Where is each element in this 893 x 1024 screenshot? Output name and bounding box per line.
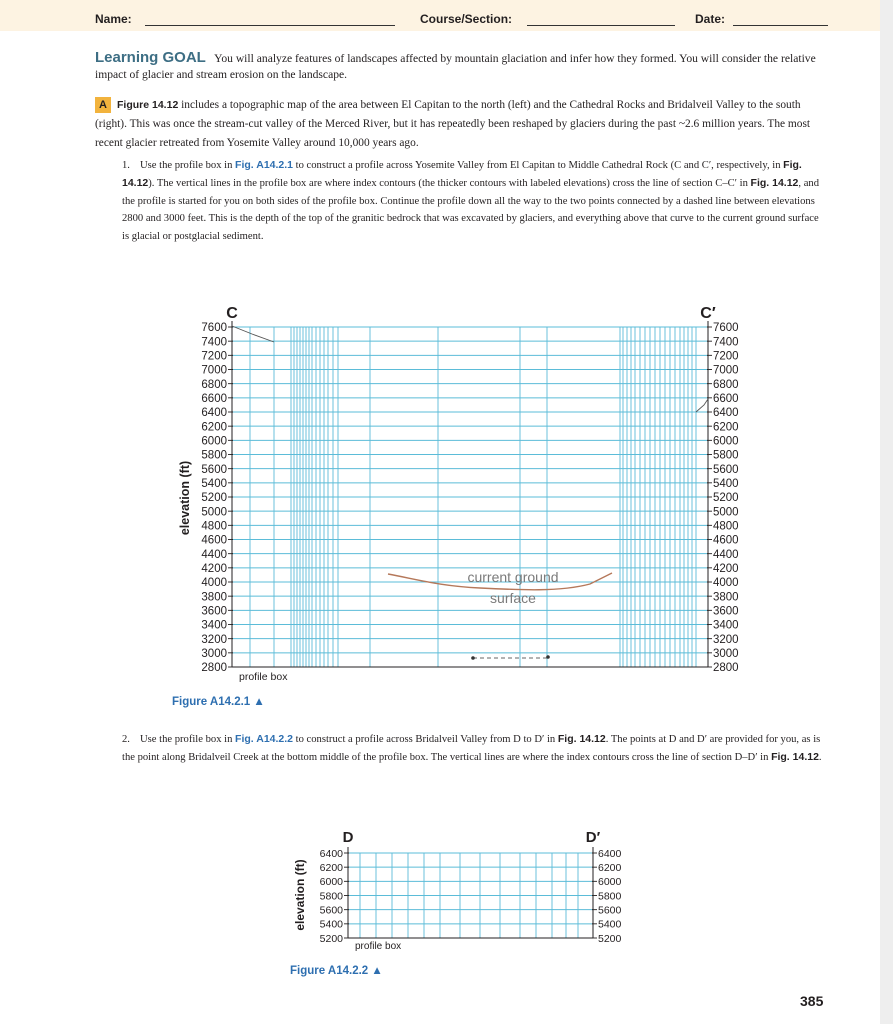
- tick-label-right: 3400: [713, 619, 739, 632]
- tick-label-right: 6800: [713, 378, 739, 391]
- q2-text: . The points at D and D′ are provided for you, as is the point along Bridalveil Creek at the bottom middle of the profile box. The vertical lines are where the index contours cross the line of section D–D′ in: [122, 734, 821, 763]
- tick-label-right: 7000: [713, 364, 739, 377]
- question-2: [122, 731, 828, 767]
- question-number: 1.: [122, 160, 130, 171]
- profile-start-left: [232, 326, 274, 342]
- tick-label-right: 3600: [713, 605, 739, 618]
- tick-label-right: 5200: [598, 932, 622, 945]
- tick-label-left: 5400: [201, 477, 227, 490]
- tick-label-left: 4600: [201, 534, 227, 547]
- tick-label-right: 5800: [713, 449, 739, 462]
- profile-grid[interactable]: [320, 847, 622, 945]
- tick-label-left: 7600: [201, 322, 227, 335]
- figure-ref: Fig. 14.12: [557, 733, 606, 745]
- section-label-c: C: [226, 305, 238, 322]
- tick-label-left: 3200: [201, 633, 227, 646]
- tick-label-left: 5200: [319, 932, 343, 945]
- learning-goal-title: Learning GOAL: [95, 49, 206, 66]
- page-number: 385: [800, 993, 824, 1009]
- tick-label-right: 4800: [713, 520, 739, 533]
- figure-link[interactable]: Fig. A14.2.2: [235, 733, 294, 745]
- tick-label-right: 5400: [598, 918, 622, 931]
- q2-text: to construct a profile across Bridalveil Valley from D to D′ in: [295, 734, 556, 745]
- tick-label-right: 6400: [598, 847, 622, 860]
- profile-box-label: profile box: [239, 671, 288, 683]
- tick-label-left: 5000: [201, 506, 227, 519]
- figure-ref: Fig. 14.12: [771, 750, 819, 763]
- tick-label-right: 2800: [713, 662, 739, 675]
- figure-ref: Figure 14.12: [117, 99, 179, 111]
- q1-text: , and the profile is started for you on both sides of the profile box. Continue the profile down all the way to the two points connected by a dashed line between elevations 2800 and 3000 feet. This is the depth of the top of the granitic bedrock that was excavated by glaciers, and everything above that curve to the current ground surface is glacial or postglacial sediment.: [122, 177, 819, 243]
- q1-text: ). The vertical lines in the profile box are where index contours (the thicker contours with labeled elevations) cross the line of section C–C′ in: [148, 177, 748, 189]
- header-bar: [0, 0, 880, 31]
- tick-label-left: 4200: [201, 562, 227, 575]
- name-label: Name:: [95, 12, 132, 26]
- tick-label-left: 6400: [319, 847, 343, 860]
- tick-label-left: 4000: [201, 577, 227, 590]
- date-line[interactable]: [733, 25, 828, 26]
- bedrock-point-left: [471, 656, 475, 660]
- viewer-scrollbar[interactable]: [880, 0, 893, 1024]
- tick-label-left: 3400: [201, 619, 227, 632]
- tick-label-right: 5600: [713, 463, 739, 476]
- tick-label-right: 3800: [713, 591, 739, 604]
- tick-label-left: 6200: [319, 861, 343, 874]
- tick-label-right: 6000: [713, 435, 739, 448]
- tick-label-left: 3800: [201, 591, 227, 604]
- figure-caption: Figure A14.2.1 ▲: [172, 696, 265, 708]
- annotation-current-ground: current ground: [467, 569, 559, 585]
- y-axis-label: elevation (ft): [293, 859, 307, 931]
- section-a-badge: A: [95, 97, 111, 113]
- tick-label-left: 7400: [201, 336, 227, 349]
- tick-label-right: 5600: [598, 904, 622, 917]
- tick-label-right: 7400: [713, 336, 739, 349]
- question-number: 2.: [122, 734, 130, 745]
- tick-label-left: 5800: [201, 449, 227, 462]
- course-label: Course/Section:: [420, 12, 513, 26]
- bedrock-point-right: [546, 655, 550, 659]
- tick-label-left: 2800: [201, 662, 227, 675]
- tick-label-left: 6600: [201, 392, 227, 405]
- tick-label-left: 6200: [201, 421, 227, 434]
- date-label: Date:: [695, 12, 726, 26]
- tick-label-right: 4600: [713, 534, 739, 547]
- learning-goal: [95, 50, 825, 83]
- tick-label-left: 5200: [201, 492, 227, 505]
- name-line[interactable]: [145, 25, 395, 26]
- q2-text: Use the profile box in: [140, 734, 233, 745]
- section-label-c-prime: C′: [700, 305, 716, 322]
- q2-text: .: [818, 751, 822, 763]
- tick-label-right: 6200: [713, 421, 739, 434]
- tick-label-right: 3000: [713, 647, 739, 660]
- profile-chart-d[interactable]: [290, 825, 650, 955]
- section-label-d: D: [342, 829, 354, 846]
- tick-label-right: 6400: [713, 407, 739, 420]
- tick-label-left: 4800: [201, 520, 227, 533]
- tick-label-right: 6200: [598, 861, 622, 874]
- section-a: [95, 96, 830, 153]
- tick-label-right: 5400: [713, 477, 739, 490]
- tick-label-left: 3000: [201, 647, 227, 660]
- figure-ref: Fig. 14.12: [122, 159, 802, 189]
- tick-label-left: 6000: [201, 435, 227, 448]
- annotation-surface: surface: [490, 590, 536, 606]
- tick-label-right: 5000: [713, 506, 739, 519]
- question-1: [122, 157, 828, 246]
- tick-label-left: 5600: [201, 463, 227, 476]
- figure-link[interactable]: Fig. A14.2.1: [235, 159, 294, 171]
- tick-label-right: 4400: [713, 548, 739, 561]
- tick-label-right: 7600: [713, 322, 739, 335]
- tick-label-left: 6400: [201, 407, 227, 420]
- tick-label-left: 3600: [201, 605, 227, 618]
- tick-label-left: 6800: [201, 378, 227, 391]
- profile-chart-c[interactable]: [160, 295, 760, 685]
- tick-label-left: 5600: [319, 904, 343, 917]
- q1-text: Use the profile box in: [140, 160, 233, 171]
- tick-label-left: 7200: [201, 350, 227, 363]
- course-line[interactable]: [527, 25, 675, 26]
- profile-box-label: profile box: [355, 941, 402, 952]
- tick-label-right: 7200: [713, 350, 739, 363]
- tick-label-right: 4000: [713, 577, 739, 590]
- y-axis-label: elevation (ft): [178, 460, 192, 536]
- profile-grid[interactable]: [201, 321, 738, 674]
- tick-label-right: 3200: [713, 633, 739, 646]
- tick-label-left: 6000: [319, 876, 343, 889]
- tick-label-left: 7000: [201, 364, 227, 377]
- tick-label-right: 5800: [598, 890, 622, 903]
- profile-start-right: [696, 399, 708, 412]
- tick-label-right: 5200: [713, 492, 739, 505]
- figure-caption: Figure A14.2.2 ▲: [290, 965, 383, 977]
- q1-text: to construct a profile across Yosemite Valley from El Capitan to Middle Cathedral Rock (C and C′, respectively, in: [295, 160, 781, 171]
- tick-label-right: 6000: [598, 876, 622, 889]
- section-label-d-prime: D′: [585, 829, 601, 846]
- tick-label-right: 6600: [713, 392, 739, 405]
- figure-ref: Fig. 14.12: [750, 176, 799, 189]
- tick-label-left: 5800: [319, 890, 343, 903]
- tick-label-left: 5400: [319, 918, 343, 931]
- tick-label-right: 4200: [713, 562, 739, 575]
- tick-label-left: 4400: [201, 548, 227, 561]
- section-a-text: includes a topographic map of the area between El Capitan to the north (left) and the Cathedral Rocks and Bridalveil Valley to the south (right). This was once the stream-cut valley of the Merced River, but it has repeatedly been reshaped by glaciers during the past ~2.6 million years. The most recent glacier retreated from Yosemite Valley around 10,000 years ago.: [95, 99, 811, 149]
- learning-goal-text: You will analyze features of landscapes affected by mountain glaciation and infer how they formed. You will consider the relative impact of glacier and stream erosion on the landscape.: [95, 52, 816, 81]
